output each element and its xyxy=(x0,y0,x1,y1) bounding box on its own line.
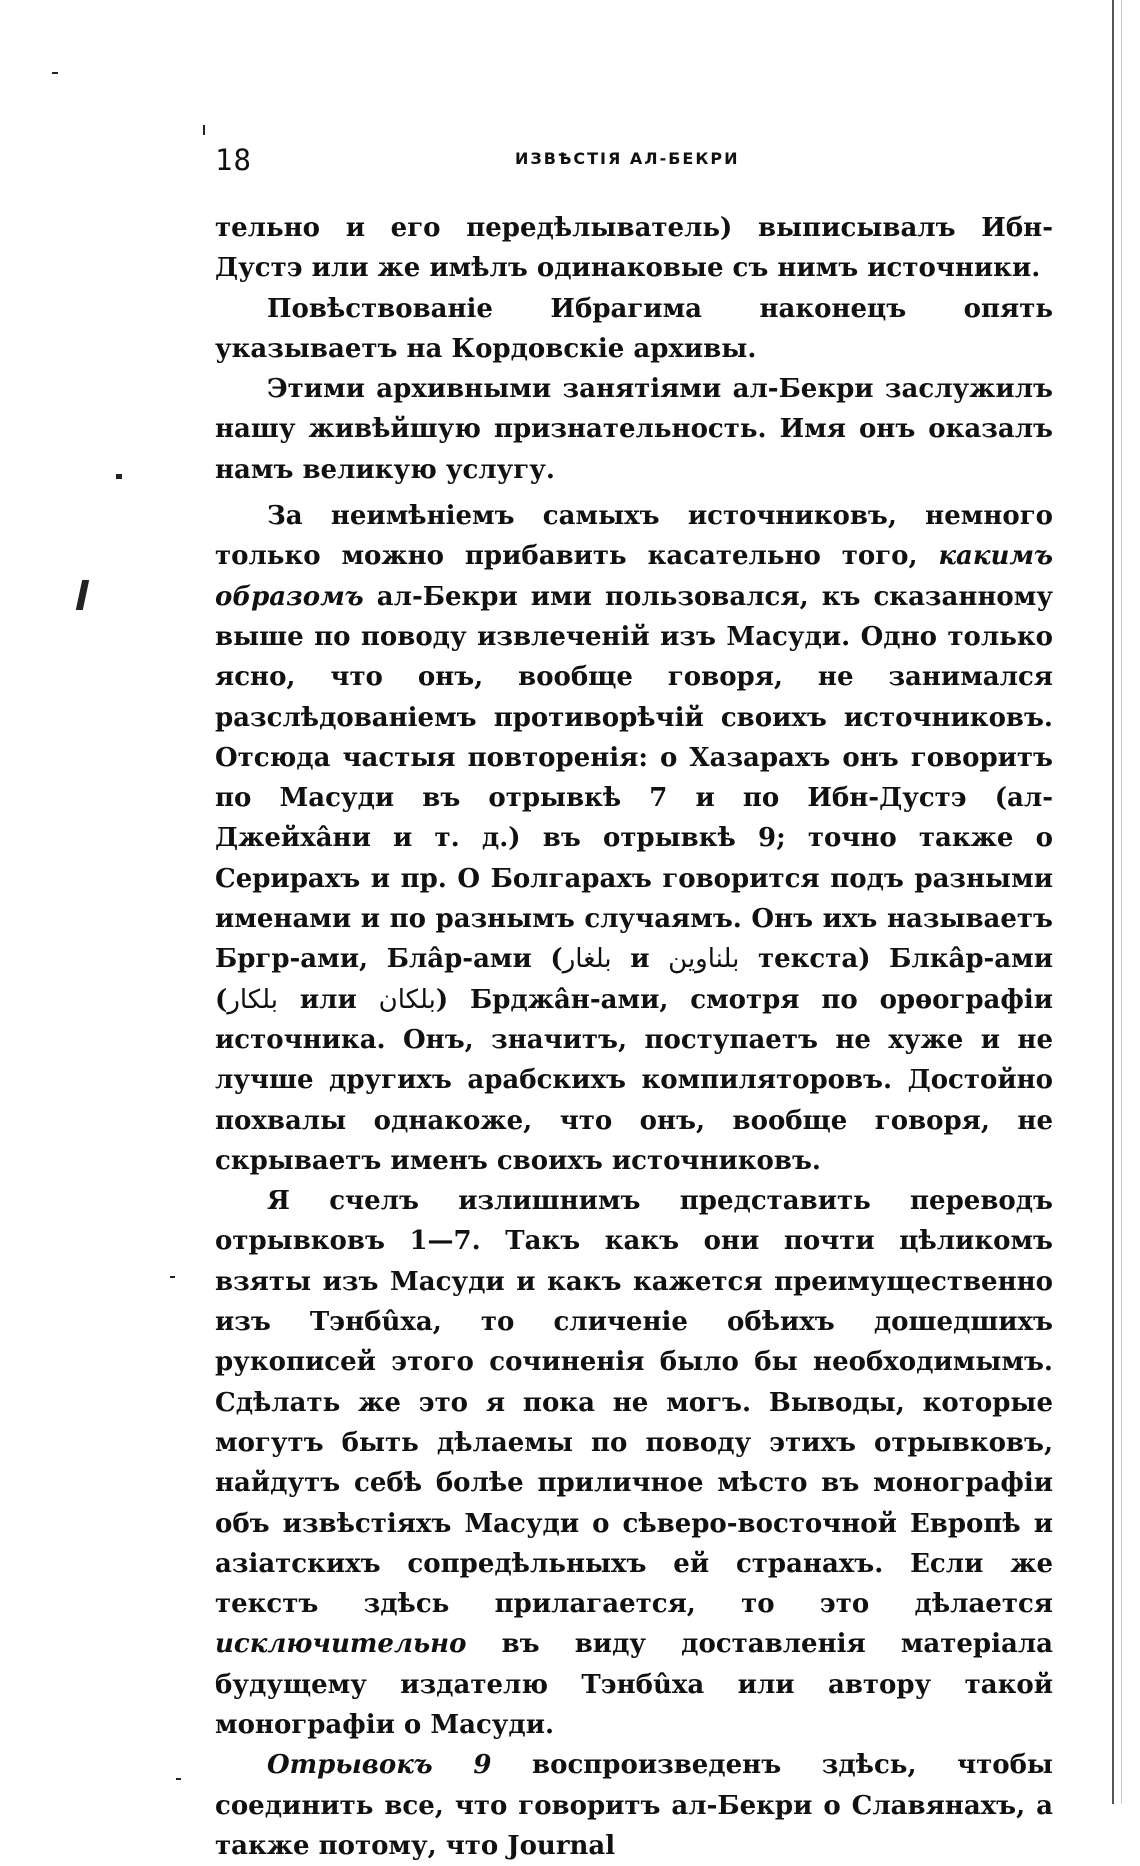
scan-speck xyxy=(52,72,58,74)
paragraph-1: тельно и его передѣлыватель) выписывалъ Ибн-Дустэ или же имѣлъ одинаковые съ нимъ источники. xyxy=(215,213,1053,284)
page-edge-line xyxy=(1112,0,1114,1804)
scan-speck xyxy=(203,125,205,135)
paragraph-5: Я счелъ излишнимъ представить переводъ отрывковъ 1—7. Такъ какъ они почти цѣликомъ взяты изъ Масуди и какъ кажется преимущественно изъ Тэнбûха, то сличеніе обѣихъ дошедшихъ рукописей этого сочиненія было бы необходимымъ. Сдѣлать же это я пока не могъ. Выводы, которые могутъ быть дѣлаемы по поводу этихъ отрывковъ, найдутъ себѣ болѣе приличное мѣсто въ монографіи объ извѣстіяхъ Масуди о сѣверо-восточной Европѣ и азіатскихъ сопредѣльныхъ ей странахъ. Если же текстъ здѣсь прилагается, то это дѣлается исключительно въ виду доставленія матеріала будущему издателю Тэнбûха или автору такой монографіи о Масуди. xyxy=(215,1186,1053,1740)
scan-speck xyxy=(76,580,89,610)
arabic-word-2: بلناوين xyxy=(668,944,740,975)
arabic-word-bulkar: بلكار xyxy=(227,984,278,1015)
scan-speck xyxy=(116,474,122,479)
italic-phrase: какимъ образомъ xyxy=(215,541,1053,612)
paragraph-6: Отрывокъ 9 воспроизведенъ здѣсь, чтобы соединить все, что говоритъ ал-Бекри о Славянахъ, а также потому, что Journal xyxy=(215,1750,1053,1861)
page-number: 18 xyxy=(215,143,252,177)
running-title: ИЗВѢСТІЯ АЛ-БЕКРИ xyxy=(515,149,740,168)
page-edge-line-light xyxy=(1121,0,1122,1804)
page-header xyxy=(215,143,1055,183)
italic-phrase: Отрывокъ 9 xyxy=(267,1750,492,1781)
body-text xyxy=(215,208,1053,1866)
paragraph-3: Этими архивными занятіями ал-Бекри заслужилъ нашу живѣйшую признательность. Имя онъ оказалъ намъ великую услугу. xyxy=(215,374,1053,485)
paragraph-2: Повѣствованіе Ибрагима наконецъ опять указываетъ на Кордовскіе архивы. xyxy=(215,293,1053,364)
arabic-word-bulkan: بلكان xyxy=(378,984,436,1015)
italic-phrase: исключительно xyxy=(215,1629,467,1660)
scan-speck xyxy=(170,1276,175,1278)
scan-speck xyxy=(176,1778,181,1780)
arabic-word-bulghar: بلغار xyxy=(562,944,612,975)
paragraph-4: За неимѣніемъ самыхъ источниковъ, немного только можно прибавить касательно того, какимъ образомъ ал-Бекри ими пользовался, къ сказанному выше по поводу извлеченій изъ Масуди. Одно только ясно, что онъ, вообще говоря, не занимался разслѣдованіемъ противорѣчій своихъ источниковъ. Отсюда частыя повторенія: о Хазарахъ онъ говоритъ по Масуди въ отрывкѣ 7 и по Ибн-Дустэ (ал-Джейхâни и т. д.) въ отрывкѣ 9; точно также о Серирахъ и пр. О Болгарахъ говорится подъ разными именами и по разнымъ случаямъ. Онъ ихъ называетъ Бргр-ами, Блâр-ами (بلغار и بلناوين текста) Блкâр-ами (بلكار или بلكان) Брджâн-ами, смотря по орѳографіи источника. Онъ, значитъ, поступаетъ не хуже и не лучше другихъ арабскихъ компиляторовъ. Достойно похвалы однакоже, что онъ, вообще говоря, не скрываетъ именъ своихъ источниковъ. xyxy=(215,501,1054,1176)
